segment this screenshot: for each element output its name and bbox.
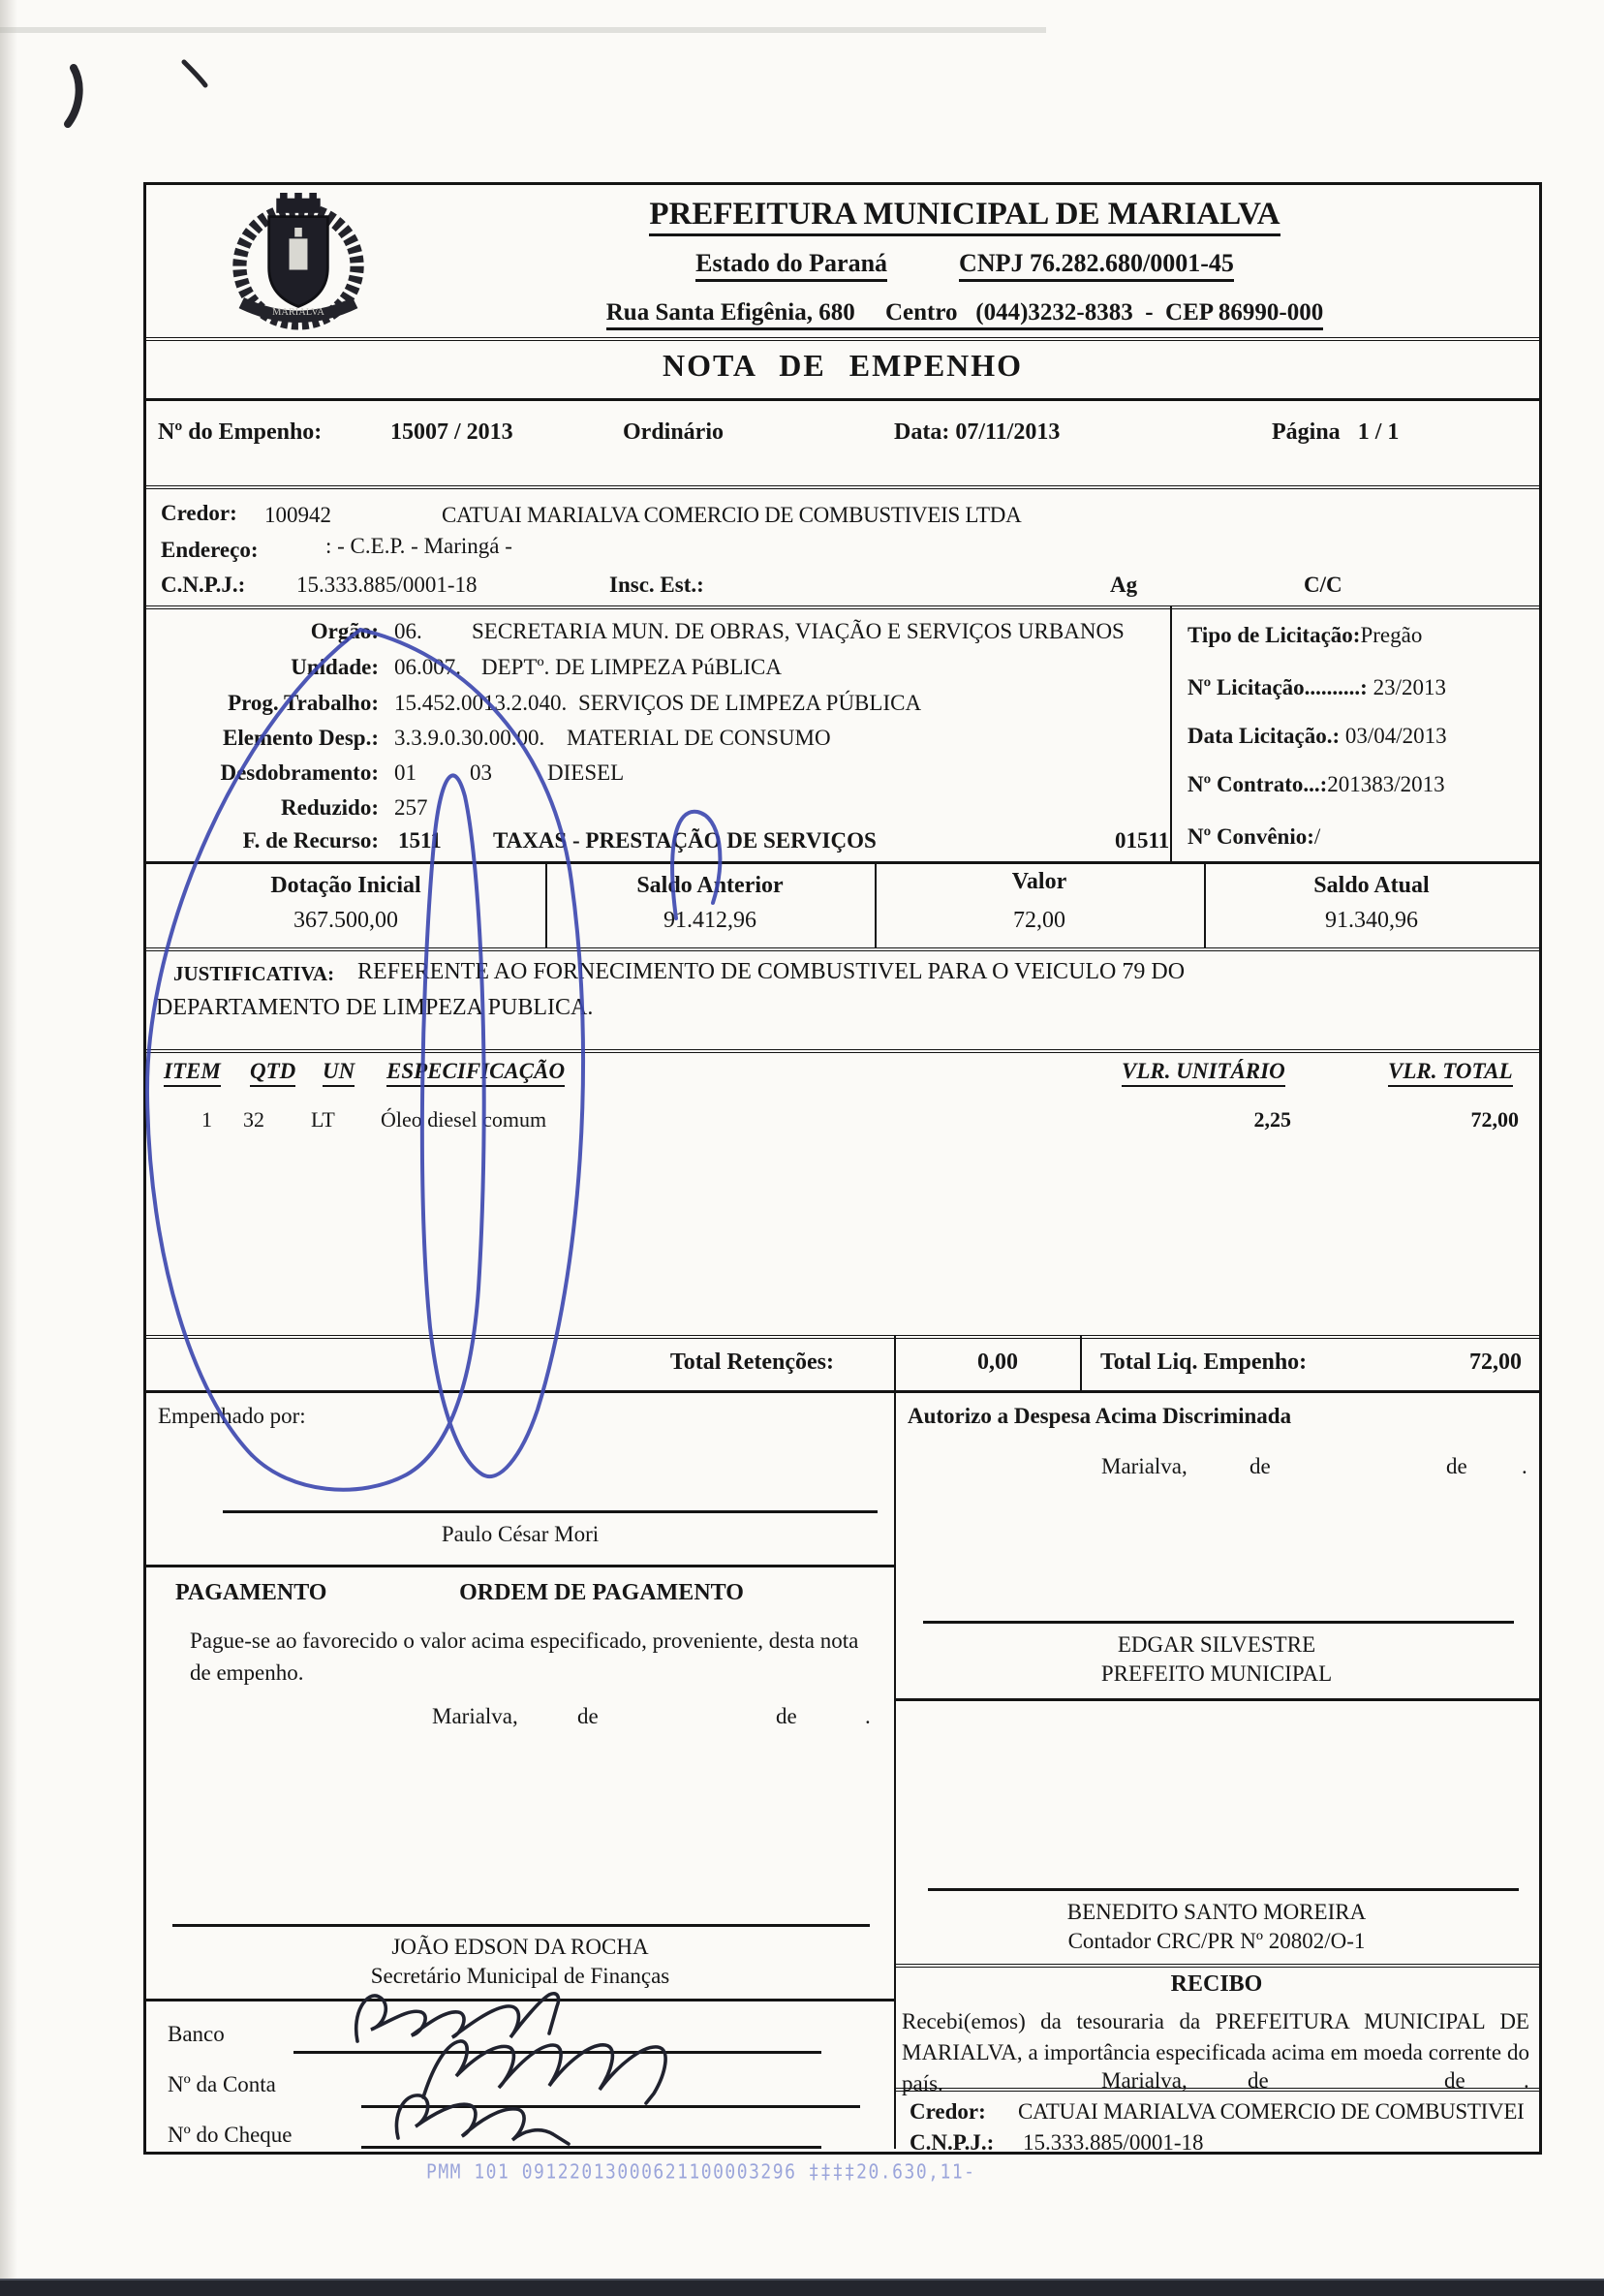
- divider: [146, 337, 1539, 341]
- period: .: [1522, 1454, 1527, 1478]
- divider: [146, 605, 1539, 609]
- orgao-desc: SECRETARIA MUN. DE OBRAS, VIAÇÃO E SERVIÇOS URBANOS: [472, 619, 1125, 643]
- convenio-row: [1188, 824, 1320, 850]
- desdobramento-desc: DIESEL: [547, 760, 625, 785]
- divider: [894, 1698, 1539, 1701]
- de: de: [577, 1704, 599, 1728]
- conta-label: Nº da Conta: [168, 2072, 276, 2096]
- col-header-qtd: QTD: [250, 1059, 295, 1087]
- signature-line: [223, 1510, 878, 1513]
- city: Marialva,: [1101, 1454, 1188, 1478]
- pagamento-title: PAGAMENTO: [175, 1580, 327, 1605]
- item-especificacao: Óleo diesel comum: [381, 1107, 547, 1132]
- empenhado-signer-name: Paulo César Mori: [441, 1522, 600, 1546]
- col-header-un: UN: [323, 1059, 355, 1087]
- recibo-credor-value: CATUAI MARIALVA COMERCIO DE COMBUSTIVEI: [1018, 2099, 1525, 2124]
- saldo-anterior-header: Saldo Anterior: [636, 873, 784, 898]
- tipo-licitacao-label: Tipo de Licitação:: [1188, 623, 1361, 647]
- licitacao-panel-border: [1170, 605, 1172, 861]
- agencia-label: Ag: [1110, 573, 1138, 597]
- desdobramento-row: [160, 760, 1167, 793]
- de: de: [776, 1704, 797, 1728]
- orgao-code: 06.: [394, 619, 422, 643]
- totals-cell-border: [894, 1335, 896, 1390]
- contrato-value: 201383/2013: [1327, 772, 1445, 796]
- item-qtd: 32: [243, 1107, 264, 1132]
- divider: [146, 947, 1539, 951]
- period: .: [865, 1704, 871, 1728]
- convenio-value: /: [1313, 824, 1321, 849]
- num-licitacao-label: Nº Licitação..........:: [1188, 675, 1368, 699]
- city: Marialva,: [432, 1704, 518, 1728]
- conta-corrente-label: C/C: [1304, 573, 1342, 597]
- total-retencoes-value: 0,00: [977, 1350, 1018, 1375]
- de: de: [1444, 2068, 1465, 2093]
- divider: [146, 861, 1539, 864]
- cnpj-value: 15.333.885/0001-18: [296, 573, 478, 597]
- prog-trabalho-label: Prog. Trabalho:: [228, 691, 379, 715]
- secretario-name: JOÃO EDSON DA ROCHA: [391, 1935, 649, 1959]
- desdobramento-code: 01: [394, 760, 416, 785]
- fonte-recurso-right-code: 01511: [1115, 828, 1170, 853]
- autorizo-city-date-line: [894, 1454, 1539, 1483]
- recibo-credor-label: Credor:: [910, 2099, 986, 2124]
- lower-column-divider: [894, 1390, 896, 2149]
- empenho-number: 15007 / 2013: [390, 419, 513, 445]
- item-vlr-unitario: 2,25: [1253, 1107, 1291, 1132]
- col-header-item: ITEM: [164, 1059, 221, 1087]
- header-line2: [437, 249, 1493, 278]
- recibo-cnpj-label: C.N.P.J.:: [910, 2130, 995, 2155]
- valor-header: Valor: [1011, 869, 1067, 894]
- scan-edge-shading: [0, 0, 17, 2296]
- date-value: 07/11/2013: [955, 419, 1061, 445]
- cheque-label: Nº do Cheque: [168, 2123, 293, 2147]
- item-row: [146, 1107, 1539, 1138]
- scan-streak: [0, 27, 1046, 33]
- secretario-role: Secretário Municipal de Finanças: [370, 1964, 670, 1988]
- endereco-value: : - C.E.P. - Maringá -: [325, 534, 512, 558]
- fonte-recurso-label: F. de Recurso:: [242, 828, 379, 853]
- page-label: Página: [1272, 419, 1341, 445]
- signature-line: [172, 1924, 870, 1927]
- doc-title: NOTA DE EMPENHO: [662, 348, 1024, 383]
- credor-name: CATUAI MARIALVA COMERCIO DE COMBUSTIVEIS LTDA: [442, 503, 1022, 527]
- de: de: [1248, 2068, 1269, 2093]
- data-licitacao-row: [1188, 724, 1447, 749]
- saldo-atual-header: Saldo Atual: [1313, 873, 1430, 898]
- item-number: 1: [201, 1107, 212, 1132]
- svg-text:MARIALVA: MARIALVA: [272, 306, 324, 318]
- reduzido-label: Reduzido:: [281, 795, 379, 820]
- valor-value: 72,00: [1013, 908, 1065, 933]
- saldo-anterior-value: 91.412,96: [663, 908, 756, 933]
- justificativa-label: JUSTIFICATIVA:: [173, 962, 335, 985]
- empenho-form: [143, 182, 1542, 2155]
- cnpj-label: C.N.P.J.:: [161, 573, 246, 597]
- desdobramento-label: Desdobramento:: [220, 760, 379, 785]
- elemento-desp-row: [160, 726, 1167, 759]
- period: .: [1524, 2068, 1529, 2093]
- elemento-desp-code: 3.3.9.0.30.00.00.: [394, 726, 545, 750]
- desdobramento-code2: 03: [470, 760, 492, 785]
- convenio-label: Nº Convênio:: [1188, 824, 1314, 849]
- prog-trabalho-code: 15.452.0013.2.040.: [394, 691, 568, 715]
- col-header-vlr-total: VLR. TOTAL: [1388, 1059, 1513, 1087]
- ordem-pagamento-title: ORDEM DE PAGAMENTO: [459, 1580, 744, 1605]
- divider: [146, 1049, 1539, 1053]
- insc-est-label: Insc. Est.:: [609, 573, 704, 597]
- elemento-desp-label: Elemento Desp.:: [223, 726, 379, 750]
- recibo-city-date-line: [894, 2068, 1539, 2097]
- saldo-atual-value: 91.340,96: [1325, 908, 1418, 933]
- credor-label: Credor:: [161, 501, 237, 525]
- page-indicator: [1272, 419, 1399, 447]
- totals-cell-border: [1080, 1335, 1082, 1390]
- signature-line: [923, 1621, 1514, 1624]
- col-header-vlr-unitario: VLR. UNITÁRIO: [1122, 1059, 1285, 1087]
- contador-name: BENEDITO SANTO MOREIRA: [1066, 1900, 1367, 1924]
- unidade-desc: DEPTº. DE LIMPEZA PúBLICA: [481, 655, 782, 679]
- prefeitura-title: PREFEITURA MUNICIPAL DE MARIALVA: [649, 197, 1280, 236]
- dotacao-inicial-value: 367.500,00: [293, 908, 398, 933]
- pagamento-city-date-line: [146, 1704, 894, 1733]
- data-licitacao-label: Data Licitação.:: [1188, 724, 1341, 748]
- elemento-desp-desc: MATERIAL DE CONSUMO: [567, 726, 831, 750]
- recibo-title: RECIBO: [1170, 1971, 1263, 1997]
- tipo-licitacao-value: Pregão: [1360, 623, 1423, 647]
- address-line: Rua Santa Efigênia, 680 Centro (044)3232-8383 - CEP 86990-000: [606, 299, 1324, 330]
- total-retencoes-label: Total Retenções:: [669, 1350, 834, 1375]
- contrato-row: [1188, 772, 1445, 797]
- empenho-type: Ordinário: [623, 419, 725, 445]
- divider: [146, 1565, 894, 1567]
- item-un: LT: [311, 1107, 335, 1132]
- unidade-row: [160, 655, 1167, 688]
- total-liq-value: 72,00: [1469, 1350, 1522, 1375]
- handwritten-cheque: [388, 2088, 582, 2152]
- tipo-licitacao-row: [1188, 623, 1422, 648]
- num-licitacao-row: [1188, 675, 1446, 700]
- header-line3: [437, 299, 1493, 326]
- data-licitacao-value: 03/04/2013: [1344, 724, 1447, 748]
- endereco-label: Endereço:: [161, 538, 259, 562]
- recibo-cnpj-value: 15.333.885/0001-18: [1023, 2130, 1204, 2155]
- recibo-body: Recebi(emos) da tesouraria da PREFEITURA MUNICIPAL DE MARIALVA, a importância especificada acima em moeda corrente do país.: [902, 2009, 1529, 2096]
- pagamento-body: Pague-se ao favorecido o valor acima especificado, proveniente, desta nota de empenho.: [190, 1629, 859, 1686]
- empenho-number-label: Nº do Empenho:: [158, 419, 323, 445]
- orgao-label: Orgão:: [310, 619, 379, 643]
- num-licitacao-value: 23/2013: [1373, 675, 1446, 699]
- credor-code: 100942: [264, 503, 331, 527]
- fonte-recurso-row: [160, 828, 1170, 861]
- dot-matrix-stamp: PMM 101 09122013000621100003296 ‡‡‡‡20.630,11-: [426, 2160, 976, 2185]
- col-header-especificacao: ESPECIFICAÇÃO: [386, 1059, 565, 1087]
- prefeito-role: PREFEITO MUNICIPAL: [1100, 1661, 1333, 1686]
- signature-line: [928, 1888, 1519, 1891]
- prog-trabalho-row: [160, 691, 1167, 724]
- fonte-recurso-desc: TAXAS - PRESTAÇÃO DE SERVIÇOS: [493, 828, 877, 853]
- contador-role: Contador CRC/PR Nº 20802/O-1: [1067, 1929, 1366, 1953]
- divider: [146, 1390, 1539, 1393]
- item-vlr-total: 72,00: [1470, 1107, 1519, 1132]
- divider: [146, 1335, 1539, 1339]
- cnpj-header: CNPJ 76.282.680/0001-45: [959, 249, 1234, 282]
- date-label: Data:: [894, 419, 950, 445]
- empenhado-por-label: Empenhado por:: [158, 1404, 306, 1428]
- empenho-date: [894, 419, 1060, 447]
- page-value: 1 / 1: [1357, 419, 1400, 445]
- contrato-label: Nº Contrato...:: [1188, 772, 1328, 796]
- prog-trabalho-desc: SERVIÇOS DE LIMPEZA PÚBLICA: [578, 691, 922, 715]
- prefeito-name: EDGAR SILVESTRE: [1117, 1632, 1316, 1657]
- de: de: [1446, 1454, 1467, 1478]
- municipal-coat-of-arms: [201, 193, 395, 330]
- divider: [146, 485, 1539, 489]
- fonte-recurso-code: 1511: [398, 828, 442, 853]
- banco-label: Banco: [168, 2022, 225, 2046]
- autorizo-title: Autorizo a Despesa Acima Discriminada: [908, 1404, 1292, 1428]
- header-block: [437, 197, 1493, 233]
- unidade-code: 06.007.: [394, 655, 461, 679]
- dotacao-inicial-header: Dotação Inicial: [270, 873, 421, 898]
- reduzido-row: [160, 795, 1167, 828]
- reduzido-code: 257: [394, 795, 428, 820]
- divider: [894, 1964, 1539, 1968]
- total-liq-label: Total Liq. Empenho:: [1100, 1350, 1308, 1375]
- orgao-row: [160, 619, 1167, 652]
- justificativa-line2: DEPARTAMENTO DE LIMPEZA PUBLICA.: [156, 995, 594, 1020]
- divider: [146, 398, 1539, 401]
- state-label: Estado do Paraná: [695, 249, 887, 282]
- justificativa-line1: REFERENTE AO FORNECIMENTO DE COMBUSTIVEL PARA O VEICULO 79 DO: [357, 959, 1186, 984]
- de: de: [1249, 1454, 1271, 1478]
- scan-bottom-edge: [0, 2279, 1604, 2296]
- divider: [894, 2088, 1539, 2092]
- unidade-label: Unidade:: [291, 655, 379, 679]
- city: Marialva,: [1101, 2068, 1188, 2093]
